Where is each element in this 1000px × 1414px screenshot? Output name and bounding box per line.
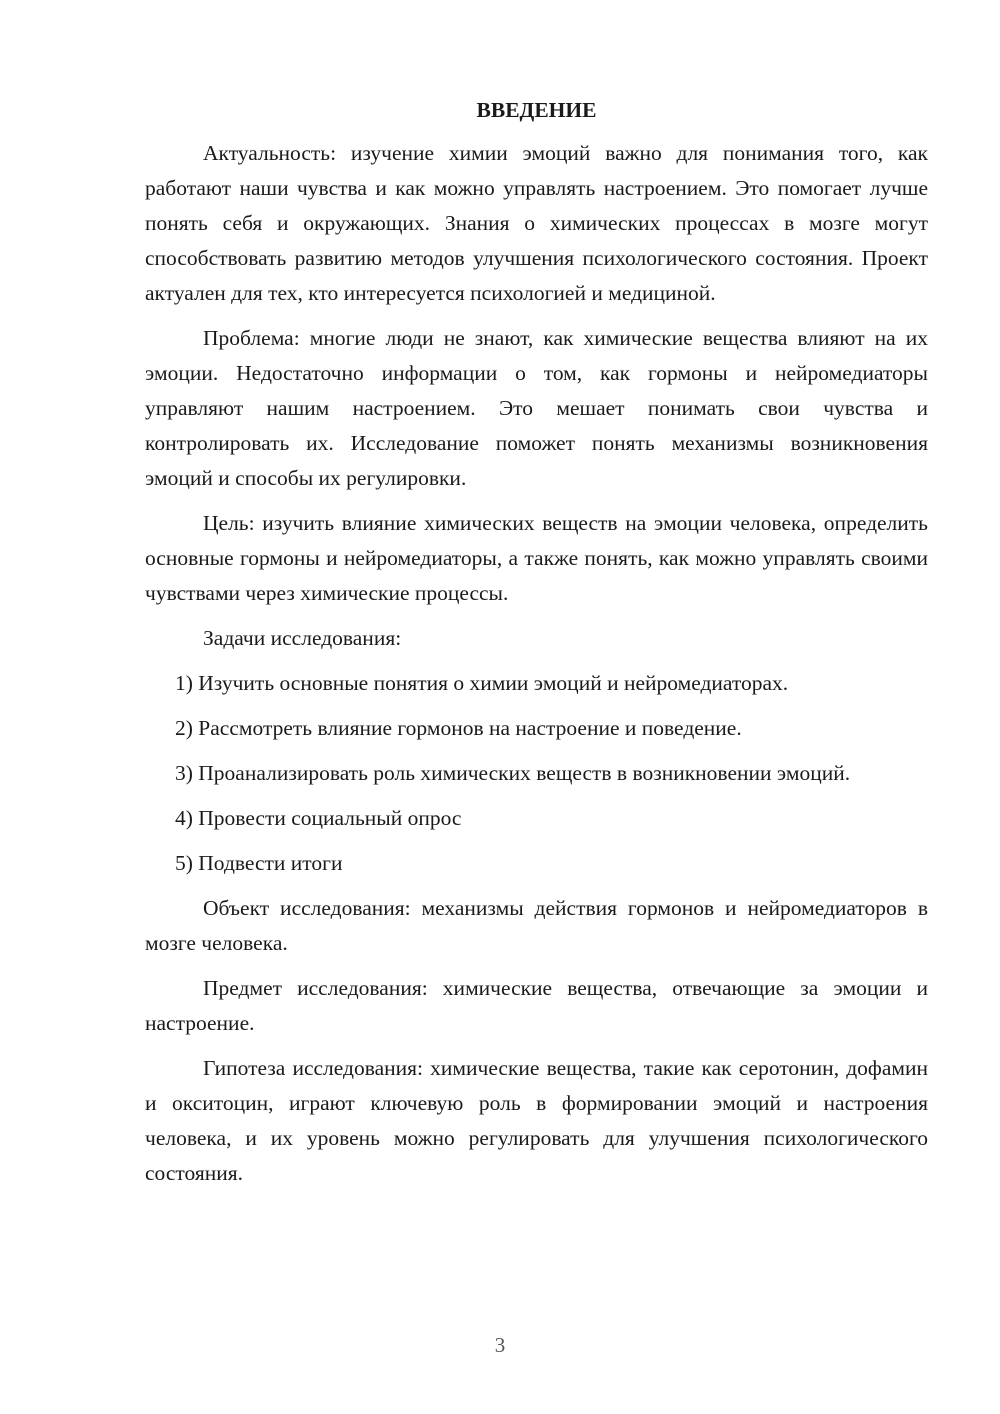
list-item-task-2: 2) Рассмотреть влияние гормонов на настроение и поведение. [175,716,742,740]
page-number: 3 [494,1333,506,1357]
list-item-task-1: 1) Изучить основные понятия о химии эмоций и нейромедиаторах. [175,671,789,695]
paragraph-subject: Предмет исследования: химические вещества, отвечающие за эмоции и настроение. [145,976,928,1035]
page-content [145,93,928,1191]
paragraph-tasks-heading: Задачи исследования: [203,626,402,650]
paragraph-goal: Цель: изучить влияние химических веществ на эмоции человека, определить основные гормоны и нейромедиаторы, а также понять, как можно управлять своими чувствами через химические процессы. [145,511,928,605]
paragraph-problem: Проблема: многие люди не знают, как химические вещества влияют на их эмоции. Недостаточно информации о том, как гормоны и нейромедиаторы управляют нашим настроением. Это мешает понимать свои чувства и контролировать их. Исследование поможет понять механизмы возникновения эмоций и способы их регулировки. [145,326,928,490]
paragraph-object: Объект исследования: механизмы действия гормонов и нейромедиаторов в мозге человека. [145,896,928,955]
list-item-task-3: 3) Проанализировать роль химических веществ в возникновении эмоций. [175,761,851,785]
list-item-task-5: 5) Подвести итоги [175,851,343,875]
page-title: ВВЕДЕНИЕ [476,98,597,122]
paragraph-hypothesis: Гипотеза исследования: химические вещества, такие как серотонин, дофамин и окситоцин, играют ключевую роль в формировании эмоций и настроения человека, и их уровень можно регулировать для улучшения психологического состояния. [145,1056,928,1185]
list-item-task-4: 4) Провести социальный опрос [175,806,462,830]
paragraph-relevance: Актуальность: изучение химии эмоций важно для понимания того, как работают наши чувства и как можно управлять настроением. Это помогает лучше понять себя и окружающих. Знания о химических процессах в мозге могут способствовать развитию методов улучшения психологического состояния. Проект актуален для тех, кто интересуется психологией и медициной. [145,141,928,305]
